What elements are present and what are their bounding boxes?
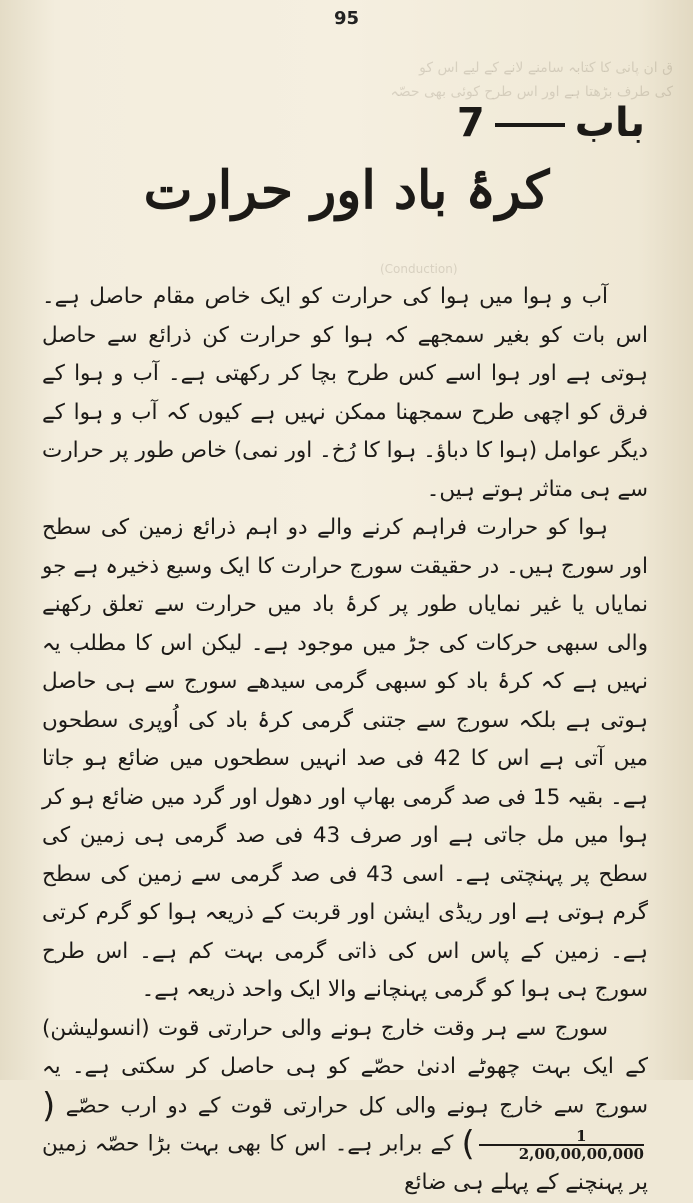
paragraph: آب و ہوا میں ہوا کی حرارت کو ایک خاص مقام حاصل ہے۔ اس بات کو بغیر سمجھے کہ ہوا کو حرارت کن ذرائع سے حاصل ہوتی ہے اور ہوا اسے کس طرح بچا کر رکھتی ہے۔ آب و ہوا کے فرق کو اچھی طرح سمجھنا ممکن نہیں ہے کیوں کہ آب و ہوا کے دیگر عوامل (ہوا کا دباؤ۔ ہوا کا رُخ۔ اور نمی) خاص طور پر حرارت سے ہی متاثر ہوتے ہیں۔ <box>42 284 648 502</box>
bleed-through-text: ق ان پانی کا کتابہ سامنے لانے کے لیے اس کو <box>419 60 673 76</box>
fraction <box>475 1128 648 1162</box>
bleed-through-text: (Conduction) <box>380 262 458 276</box>
chapter-title: کرۂ باد اور حرارت <box>143 160 550 221</box>
paragraph: ہوا کو حرارت فراہم کرنے والے دو اہم ذرائع زمین کی سطح اور سورج ہیں۔ در حقیقت سورج حرارت کا ایک وسیع ذخیرہ ہے جو نمایاں یا غیر نمایاں طور پر کرۂ باد میں حرارت سے تعلق رکھنے والی سبھی حرکات کی جڑ میں موجود ہے۔ لیکن اس کا مطلب یہ نہیں ہے کہ کرۂ باد کو سبھی گرمی سیدھے سورج سے ہی حاصل ہوتی ہے بلکہ سورج سے جتنی گرمی کرۂ باد کی اُوپری سطحوں میں آتی ہے اس کا 42 فی صد انہیں سطحوں میں ضائع ہو جاتا ہے۔ بقیہ 15 فی صد گرمی بھاپ اور دھول اور گرد میں ضائع ہو کر ہوا میں مل جاتی ہے اور صرف 43 فی صد گرمی ہی زمین کی سطح پر پہنچتی ہے۔ اسی 43 فی صد گرمی سے زمین کی سطح گرم ہوتی ہے اور ریڈی ایشن اور قربت کے ذریعہ ہوا کو گرم کرتی ہے۔ زمین کے پاس اس کی ذاتی گرمی بہت کم ہے۔ اس طرح سورج ہی ہوا کو گرمی پہنچانے والا ایک واحد ذریعہ ہے۔ <box>42 515 649 1002</box>
body-text <box>42 278 648 1203</box>
page-number: 95 <box>333 8 360 29</box>
chapter-heading <box>457 100 645 146</box>
fraction-paren: ) <box>461 1124 475 1165</box>
paragraph-text: کے برابر ہے۔ اس کا بھی بہت بڑا حصّہ زمین پر پہنچنے کے پہلے ہی ضائع <box>42 1131 648 1195</box>
fraction-paren: ( <box>42 1085 56 1126</box>
fraction-denominator: 2,00,00,00,000 <box>479 1144 644 1162</box>
chapter-dash <box>495 123 565 127</box>
chapter-number: 7 <box>456 100 485 146</box>
paragraph <box>42 1010 648 1203</box>
fraction-numerator: 1 <box>576 1126 587 1145</box>
bleed-through-text: کی طرف بڑھتا ہے اور اس طرح کوئی بھی حصّہ <box>390 84 673 100</box>
paragraph-text: سورج سے ہر وقت خارج ہونے والی حرارتی قوت (انسولیشن) کے ایک بہت چھوٹے ادنیٰ حصّے کو ہی حاصل کر سکتی ہے۔ یہ سورج سے خارج ہونے والی کل حرارتی قوت کے دو ارب حصّے <box>42 1015 648 1118</box>
chapter-label: باب <box>574 100 645 146</box>
